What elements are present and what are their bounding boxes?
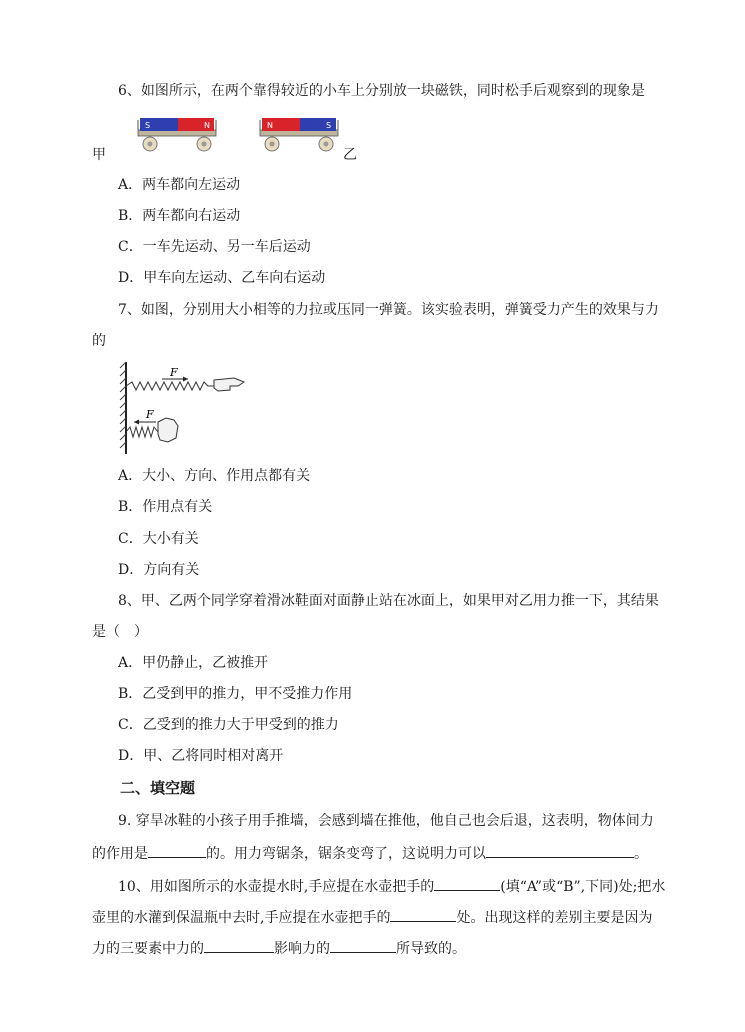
q6-label-jia: 甲 (92, 147, 106, 163)
q8-option-d: D．甲、乙将同时相对离开 (118, 748, 284, 764)
q7-option-c: C．大小有关 (118, 531, 199, 547)
q7-stem-line1: 7、如图，分别用大小相等的力拉或压同一弹簧。该实验表明，弹簧受力产生的效果与力 (118, 302, 659, 318)
q10-blank-3[interactable] (204, 938, 274, 953)
q7-option-d: D．方向有关 (118, 562, 200, 578)
q10-line2 (92, 907, 652, 928)
q10-blank-4[interactable] (330, 938, 396, 953)
q10-line3 (92, 938, 466, 959)
magnet-left-n: N (204, 121, 210, 130)
q9-text-a: 的作用是 (92, 846, 148, 862)
q6-stem: 6、如图所示，在两个靠得较近的小车上分别放一块磁铁，同时松手后观察到的现象是 (118, 83, 645, 99)
q8-stem-line1: 8、甲、乙两个同学穿着滑冰鞋面对面静止站在冰面上，如果甲对乙用力推一下，其结果 (118, 593, 659, 609)
q10-line1 (118, 876, 665, 897)
q6-option-d: D．甲车向左运动、乙车向右运动 (118, 270, 326, 286)
q7-option-b: B．作用点有关 (118, 499, 213, 515)
q10-blank-2[interactable] (390, 907, 456, 922)
magnet-left-s: S (145, 121, 151, 130)
magnet-carts-diagram (92, 112, 372, 164)
q9-blank-2[interactable] (486, 843, 634, 858)
q10-text-1b: (填“A”或“B”,下同)处;把水 (500, 879, 666, 895)
q7-force-label-lower: F (146, 408, 154, 421)
q9-line2 (92, 843, 648, 864)
q10-blank-1[interactable] (434, 876, 500, 891)
q7-force-label-upper: F (170, 366, 178, 379)
magnet-right-s: S (326, 121, 332, 130)
q6-figure (92, 112, 372, 164)
q6-option-a: A．两车都向左运动 (118, 177, 241, 193)
q8-option-c: C．乙受到的推力大于甲受到的推力 (118, 717, 339, 733)
q10-text-1a: 10、用如图所示的水壶提水时,手应提在水壶把手的 (118, 879, 435, 895)
q10-text-3c: 所导致的。 (396, 941, 466, 957)
magnet-right-n: N (267, 121, 273, 130)
q10-text-3b: 影响力的 (274, 941, 330, 957)
q6-option-b: B．两车都向右运动 (118, 208, 241, 224)
q10-text-3a: 力的三要素中力的 (92, 941, 204, 957)
q8-stem-line2: 是（ ） (92, 624, 148, 640)
spring-diagram (118, 360, 248, 456)
q6-option-c: C．一车先运动、另一车后运动 (118, 239, 311, 255)
q8-option-b: B．乙受到甲的推力，甲不受推力作用 (118, 686, 353, 702)
q10-text-2a: 壶里的水灌到保温瓶中去时,手应提在水壶把手的 (92, 910, 391, 926)
q7-stem-line2: 的 (92, 333, 106, 349)
q9-text-c: 。 (634, 846, 648, 862)
q9-line1: 9. 穿旱冰鞋的小孩子用手推墙，会感到墙在推他，他自己也会后退，这表明，物体间力 (118, 813, 654, 829)
q8-option-a: A．甲仍静止，乙被推开 (118, 655, 269, 671)
q10-text-2b: 处。出现这样的差别主要是因为 (456, 910, 653, 926)
q6-label-yi: 乙 (343, 147, 357, 163)
section-title: 二、填空题 (120, 779, 196, 797)
q9-text-b: 的。用力弯锯条，锯条变弯了，这说明力可以 (206, 846, 486, 862)
q7-option-a: A．大小、方向、作用点都有关 (118, 468, 311, 484)
q9-blank-1[interactable] (148, 843, 206, 858)
q7-figure (118, 360, 248, 456)
